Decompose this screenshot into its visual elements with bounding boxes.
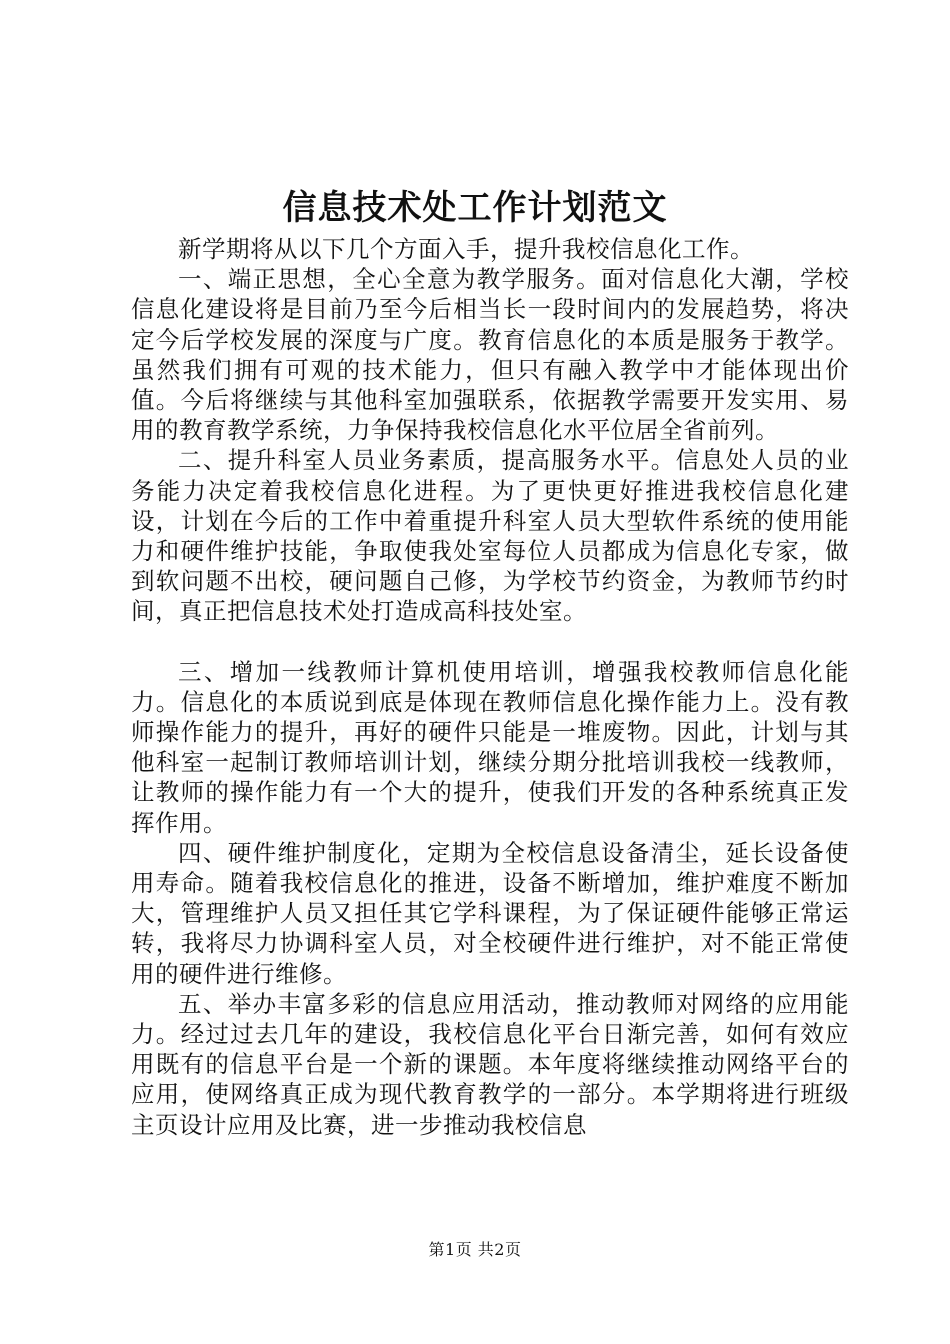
paragraph-section-2: 二、提升科室人员业务素质，提高服务水平。信息处人员的业务能力决定着我校信息化进程。为了更快更好推进我校信息化建设，计划在今后的工作中着重提升科室人员大型软件系统的使用能力和硬件维护技能，争取使我处室每位人员都成为信息化专家，做到软问题不出校，硬问题自己修，为学校节约资金，为教师节约时间，真正把信息技术处打造成高科技处室。 [131,446,849,626]
paragraph-section-4: 四、硬件维护制度化，定期为全校信息设备清尘，延长设备使用寿命。随着我校信息化的推进，设备不断增加，维护难度不断加大，管理维护人员又担任其它学科课程，为了保证硬件能够正常运转，我将尽力协调科室人员，对全校硬件进行维护，对不能正常使用的硬件进行维修。 [131,838,849,988]
document-title: 信息技术处工作计划范文 [282,188,668,228]
document-body [131,234,849,1140]
page-footer: 第1页 共2页 [428,1240,522,1259]
paragraph-section-3: 三、增加一线教师计算机使用培训，增强我校教师信息化能力。信息化的本质说到底是体现在教师信息化操作能力上。没有教师操作能力的提升，再好的硬件只能是一堆废物。因此，计划与其他科室一起制订教师培训计划，继续分期分批培训我校一线教师，让教师的操作能力有一个大的提升，使我们开发的各种系统真正发挥作用。 [131,657,849,837]
paragraph-intro: 新学期将从以下几个方面入手，提升我校信息化工作。 [178,235,754,263]
paragraph-section-5: 五、举办丰富多彩的信息应用活动，推动教师对网络的应用能力。经过过去几年的建设，我校信息化平台日渐完善，如何有效应用既有的信息平台是一个新的课题。本年度将继续推动网络平台的应用，使网络真正成为现代教育教学的一部分。本学期将进行班级主页设计应用及比赛，进一步推动我校信息 [131,989,849,1139]
paragraph-section-1: 一、端正思想，全心全意为教学服务。面对信息化大潮，学校信息化建设将是目前乃至今后相当长一段时间内的发展趋势，将决定今后学校发展的深度与广度。教育信息化的本质是服务于教学。虽然我们拥有可观的技术能力，但只有融入教学中才能体现出价值。今后将继续与其他科室加强联系，依据教学需要开发实用、易用的教育教学系统，力争保持我校信息化水平位居全省前列。 [131,265,849,445]
